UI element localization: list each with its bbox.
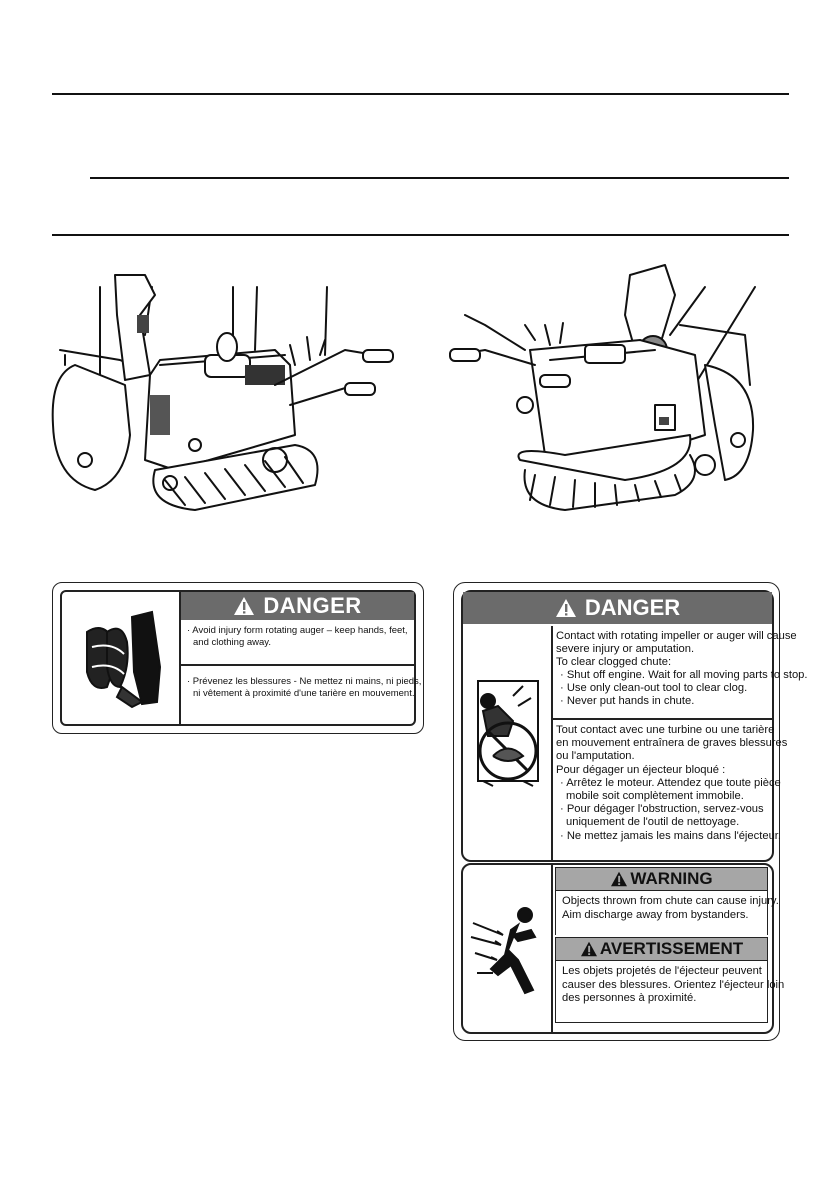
text-line: Contact with rotating impeller or auger will cause — [556, 630, 797, 642]
person-hit-by-debris-icon — [463, 865, 551, 1028]
danger-header — [181, 592, 414, 620]
snowblower-front-view-illustration — [45, 255, 415, 515]
text-line: · Use only clean-out tool to clear clog. — [560, 682, 748, 694]
avertissement-header — [555, 937, 768, 961]
warning-header — [555, 867, 768, 891]
text-line: des personnes à proximité. — [562, 992, 697, 1004]
text-line: · Never put hands in chute. — [560, 695, 695, 707]
warning-header-text: WARNING — [630, 869, 713, 888]
danger-english-text — [553, 626, 808, 720]
thrown-objects-pictogram — [463, 865, 553, 1032]
danger-header-text: DANGER — [584, 595, 681, 620]
text-line: severe injury or amputation. — [556, 643, 695, 655]
snowblower-rear-view-illustration — [425, 255, 785, 520]
text-line: ou l'amputation. — [556, 750, 635, 763]
danger-auger-decal — [52, 582, 424, 734]
text-line: Les objets projetés de l'éjecteur peuvent — [562, 965, 762, 977]
text-line: · Pour dégager l'obstruction, servez-vous — [560, 803, 764, 816]
avertissement-header-text: AVERTISSEMENT — [599, 939, 744, 958]
text-line: · Arrêtez le moteur. Attendez que toute pièce — [560, 776, 781, 789]
warning-triangle-icon — [610, 871, 628, 887]
warning-triangle-icon — [555, 598, 577, 618]
text-line: Pour dégager un éjecteur bloqué : — [556, 763, 726, 776]
text-line: · Shut off engine. Wait for all moving parts to stop. — [560, 669, 808, 681]
text-line: To clear clogged chute: — [556, 656, 672, 668]
lower-rule — [52, 234, 789, 236]
warning-triangle-icon — [233, 596, 255, 616]
danger-header — [463, 592, 772, 624]
text-line: Objects thrown from chute can cause injury. — [562, 895, 779, 907]
danger-french-text — [181, 668, 422, 724]
warning-triangle-icon — [580, 941, 598, 957]
text-line: uniquement de l'outil de nettoyage. — [566, 816, 740, 829]
danger-french-text — [553, 722, 788, 860]
hand-in-auger-icon — [62, 592, 179, 720]
chute-danger-warning-decal — [453, 582, 808, 1041]
text-line: · Prévenez les blessures - Ne mettez ni mains, ni pieds, — [187, 676, 422, 687]
chute-hazard-pictogram — [463, 626, 553, 860]
text-line: en mouvement entraînera de graves blessures — [556, 737, 788, 750]
danger-chute-panel — [461, 590, 808, 862]
text-line: ni vêtement à proximité d'une tarière en mouvement. — [193, 688, 415, 699]
avertissement-french-text — [555, 961, 785, 1023]
danger-header-text: DANGER — [263, 593, 362, 618]
text-line: Aim discharge away from bystanders. — [562, 908, 749, 921]
text-line: · Ne mettez jamais les mains dans l'éjecteur. — [560, 829, 782, 842]
warning-thrown-objects-panel — [461, 863, 785, 1034]
top-rule — [52, 93, 789, 95]
text-line: · Avoid injury form rotating auger – keep hands, feet, — [187, 625, 408, 636]
text-line: and clothing away. — [193, 637, 271, 648]
danger-english-text — [181, 620, 414, 666]
warning-english-text — [555, 891, 779, 935]
text-line: Tout contact avec une turbine ou une tarière — [556, 724, 775, 736]
danger-auger-decal-frame — [60, 590, 422, 726]
text-line: causer des blessures. Orientez l'éjecteur loin — [562, 978, 785, 991]
middle-rule — [90, 177, 789, 179]
hand-in-chute-prohibited-icon — [463, 626, 551, 858]
auger-hazard-pictogram — [62, 592, 181, 724]
text-line: mobile soit complètement immobile. — [566, 790, 744, 803]
